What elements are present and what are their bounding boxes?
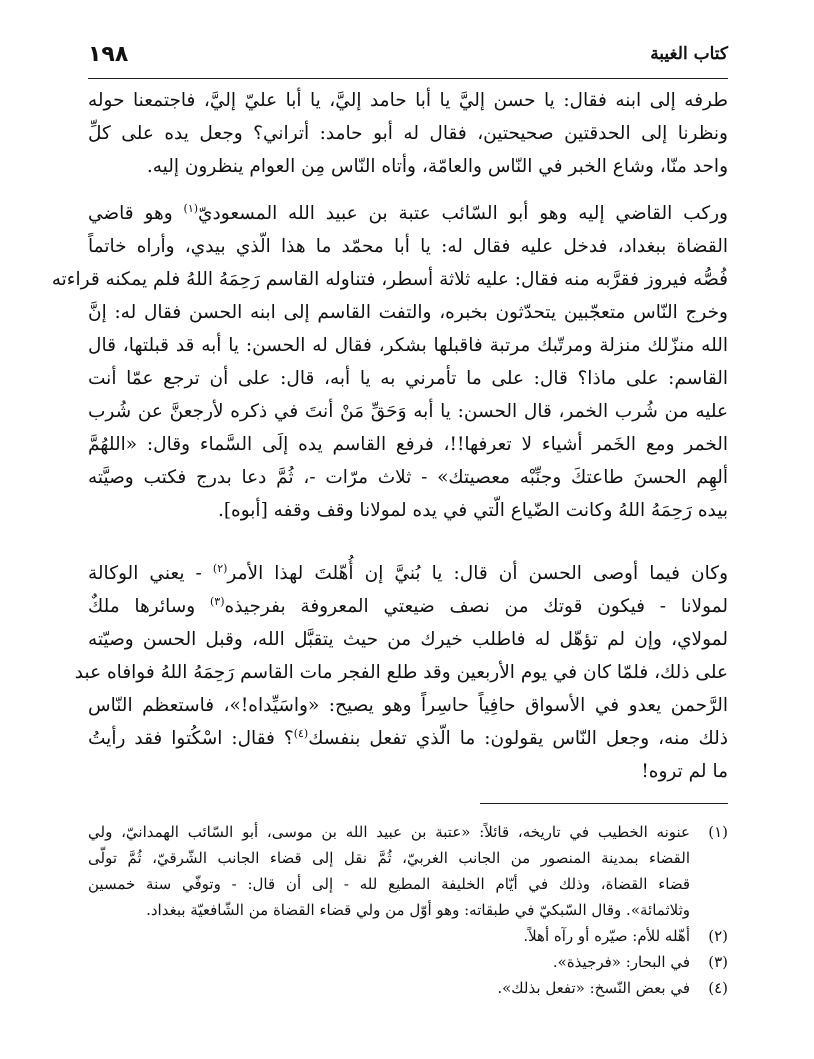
footnote-line: أهّله للأم: صيّره أو رآه أهلاً. <box>523 927 690 945</box>
page-number: ١٩٨ <box>88 42 129 67</box>
text-line: بيده رَحِمَهُ اللهُ وكانت الضّياع الّتي في يده لمولانا وقف وقفه [أبوه]. <box>217 500 728 521</box>
footnote-number: (٢) <box>708 927 728 945</box>
page-header <box>88 42 728 72</box>
text-line: القضاة ببغداد، فدخل عليه فقال له: يا أبا محمّد ما هذا الّذي بيدي، وأراه خاتماً <box>88 236 728 257</box>
text-line: عليه من شُرب الخمر، قال الحسن: يا أبه وَحَقِّ مَنْ أنتَ في ذكره لأرجعنَّ عن شُرب <box>88 401 728 422</box>
footnote-ref[interactable]: (٢) <box>212 561 228 575</box>
footnote-line: وثلاثمائة». وقال السّبكيّ في طبقاته: وهو أوّل من ولي قضاء القضاة من الشّافعيّة ببغداد. <box>146 901 690 919</box>
footnote-line: في بعض النّسخ: «تفعل بذلك». <box>497 979 690 997</box>
footnote-line: في البحار: «فرجيذة». <box>552 953 690 971</box>
footnotes <box>88 819 728 1001</box>
footnote-ref[interactable]: (١) <box>183 201 199 215</box>
footnote-divider <box>480 803 728 804</box>
text-line: ونظرنا إلى الحدقتين صحيحتين، فقال له أبو حامد: أتراني؟ وجعل يده على كلِّ <box>88 123 728 144</box>
text-line: الخمر ومع الخَمر أشياء لا تعرفها!!، فرفع القاسم يده إلَى السَّماء وقال: «اللهُمَّ <box>88 434 728 455</box>
footnote <box>88 975 728 1001</box>
text-line: فُصُّه فيروز فقرَّبه منه فقال: عليه ثلاثة أسطر، فتناوله القاسم رَحِمَهُ اللهُ فلم يمكنه قراءته <box>51 269 728 290</box>
footnote-line: عنونه الخطيب في تاريخه، قائلاً: «عتبة بن عبيد الله بن موسى، أبو السّائب الهمدانيّ، ولي <box>88 823 690 841</box>
text-line: لمولانا - فيكون قوتك من نصف ضيعتي المعروفة بفرجيذه$^{(٣)}$ وسائرها ملكٌ <box>88 594 728 617</box>
footnote-ref[interactable]: (٤) <box>293 726 309 740</box>
text-line: الرَّحمن يعدو في الأسواق حافِياً حاسِراً وهو يصيح: «واسَيِّداه!»، فاستعظم النّاس <box>88 695 728 716</box>
footnote-line: القضاء بمدينة المنصور من الجانب الغربيّ، ثُمَّ نقل إلى قضاء الجانب الشّرقيّ، ثُمَّ تولّى <box>88 849 690 867</box>
header-divider <box>88 78 728 79</box>
text-line: واحد منّا، وشاع الخبر في النّاس والعامّة، وأتاه النّاس مِن العوام ينظرون إليه. <box>146 156 728 177</box>
text-line: ألهِم الحسنَ طاعتكَ وجنِّبْه معصيتك» - ثلاث مرّات -، ثُمَّ دعا بدرج فكتب وصيَّته <box>88 467 728 488</box>
text-line: ذلك منه، وجعل النّاس يقولون: ما الّذي تفعل بنفسك$^{(٤)}$؟ فقال: اسْكُتوا فقد رأيتُ <box>88 726 729 749</box>
footnote-ref[interactable]: (٣) <box>209 594 225 608</box>
text-line: ما لم تروه! <box>641 761 728 782</box>
paragraph <box>51 197 728 527</box>
footnote-number: (١) <box>708 823 728 841</box>
footnote-line: قضاء القضاة، وذلك في أيّام الخليفة المطيع لله - إلى أن قال: - وتوفّي سنة خمسين <box>88 875 690 893</box>
text-line: وكان فيما أوصى الحسن أن قال: يا بُنيَّ إن أُهّلتَ لهذا الأمر$^{(٢)}$ - يعني الوكالة <box>88 561 728 584</box>
paragraph <box>88 84 728 183</box>
footnote-number: (٤) <box>708 979 728 997</box>
text-line: القاسم: على ماذا؟ قال: على ما تأمرني به يا أبه، قال: على أن ترجع عمّا أنت <box>88 368 728 389</box>
text-line: على ذلك، فلمّا كان في يوم الأربعين وقد طلع الفجر مات القاسم رَحِمَهُ اللهُ فوافاه عبد <box>74 662 728 683</box>
text-line: طرفه إلى ابنه فقال: يا حسن إليَّ يا أبا حامد إليَّ، يا أبا عليّ إليَّ، فاجتمعنا حوله <box>88 90 728 111</box>
paragraph <box>74 557 729 788</box>
footnote <box>88 819 728 923</box>
footnote-number: (٣) <box>708 953 728 971</box>
text-line: وركب القاضي إليه وهو أبو السّائب عتبة بن عبيد الله المسعوديّ$^{(١)}$ وهو قاضي <box>88 201 728 224</box>
footnote <box>88 949 728 975</box>
text-line: وخرج النّاس متعجّبين يتحدّثون بخبره، والتفت القاسم إلى ابنه الحسن فقال له: إنَّ <box>88 302 728 323</box>
text-line: الله منزّلك منزلة ومرتّبك مرتبة فاقبلها بشكر، فقال له الحسن: يا أبه قد قبلتها، قال <box>88 335 728 356</box>
footnote <box>88 923 728 949</box>
text-line: لمولاي، وإن لم تؤهّل له فاطلب خيرك من حيث يتقبَّل الله، وقبل الحسن وصيّته <box>88 629 728 650</box>
book-title: كتاب الغيبة <box>650 44 728 64</box>
